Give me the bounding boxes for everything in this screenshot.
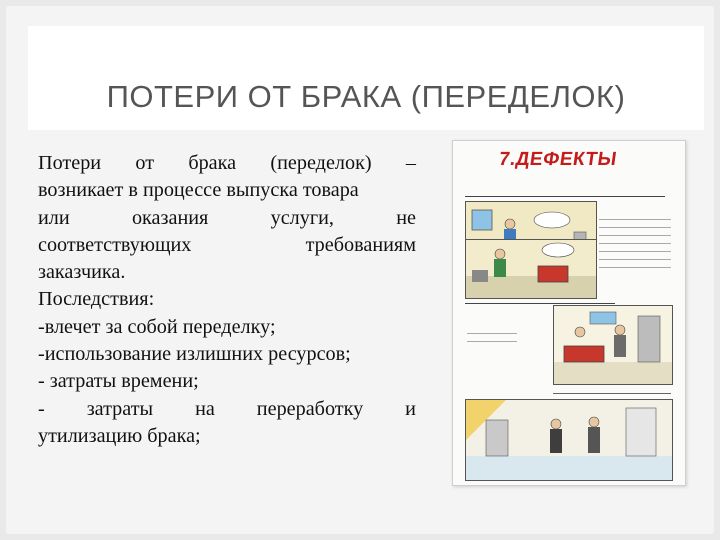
poster-panel-warehouse [465, 239, 597, 299]
rework-scene-illustration [554, 306, 672, 384]
warehouse-scene-illustration [466, 240, 596, 298]
defects-poster-image [452, 140, 686, 486]
body-line-10: - затраты на переработку и [38, 397, 416, 420]
body-line-8: -использование излишних ресурсов; [38, 343, 351, 366]
meeting-scene-illustration [466, 400, 672, 480]
poster-panel-rework [553, 305, 673, 385]
slide-title: ПОТЕРИ ОТ БРАКА (ПЕРЕДЕЛОК) [106, 79, 626, 114]
poster-heading-scribble-1 [465, 189, 665, 197]
slide [6, 6, 714, 534]
slide-body-text [38, 150, 416, 450]
body-line-11: утилизацию брака; [38, 424, 201, 447]
body-line-7: -влечет за собой переделку; [38, 315, 276, 338]
body-line-4: соответствующих требованиям [38, 233, 416, 256]
poster-side-note-2 [467, 327, 517, 349]
body-line-5: заказчика. [38, 261, 126, 284]
poster-panel-meeting [465, 399, 673, 481]
body-line-2: возникает в процессе выпуска товара [38, 179, 359, 202]
body-line-6: Последствия: [38, 288, 155, 311]
poster-title: 7.ДЕФЕКТЫ [497, 149, 619, 170]
poster-side-note-1 [599, 213, 671, 273]
title-box [28, 26, 704, 130]
body-line-3: или оказания услуги, не [38, 206, 416, 229]
poster-heading-scribble-2 [465, 297, 615, 304]
body-line-9: - затраты времени; [38, 370, 199, 393]
body-line-1: Потери от брака (переделок) – [38, 152, 416, 174]
poster-caption-scribble [553, 387, 671, 394]
